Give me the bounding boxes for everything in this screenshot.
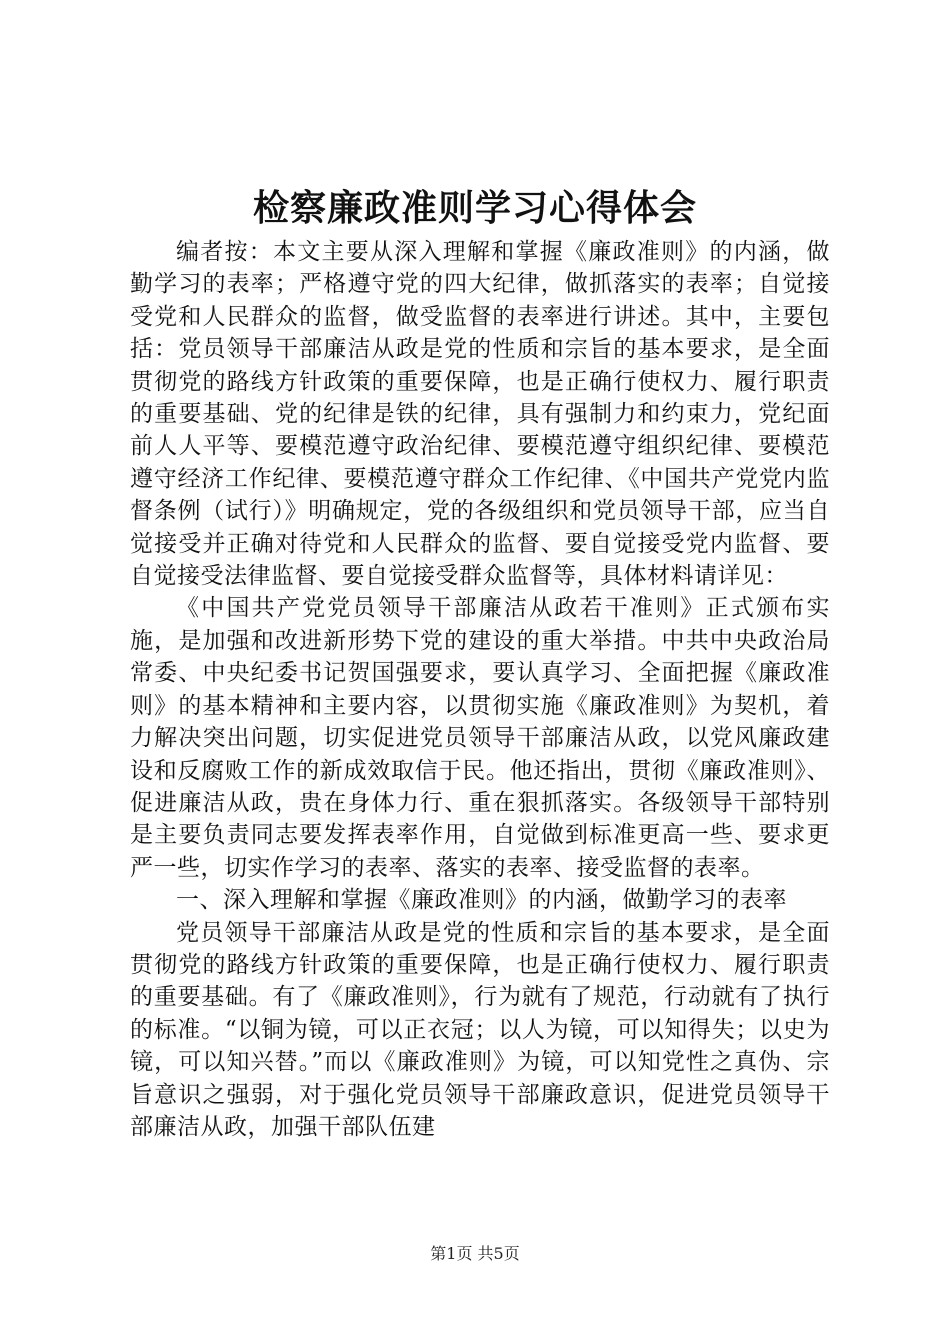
document-title: 检察廉政准则学习心得体会	[252, 187, 697, 229]
document-body	[130, 236, 830, 1143]
body-paragraph: 《中国共产党党员领导干部廉洁从政若干准则》正式颁布实施，是加强和改进新形势下党的建设的重大举措。中共中央政治局常委、中央纪委书记贺国强要求，要认真学习、全面把握《廉政准则》的基本精神和主要内容，以贯彻实施《廉政准则》为契机，着力解决突出问题，切实促进党员领导干部廉洁从政，以党风廉政建设和反腐败工作的新成效取信于民。他还指出，贯彻《廉政准则》、促进廉洁从政，贵在身体力行、重在狠抓落实。各级领导干部特别是主要负责同志要发挥表率作用，自觉做到标准更高一些、要求更严一些，切实作学习的表率、落实的表率、接受监督的表率。	[130, 595, 830, 881]
page-number-footer: 第1页 共5页	[430, 1244, 520, 1263]
editor-note-paragraph: 编者按：本文主要从深入理解和掌握《廉政准则》的内涵，做勤学习的表率；严格遵守党的四大纪律，做抓落实的表率；自觉接受党和人民群众的监督，做受监督的表率进行讲述。其中，主要包括：党员领导干部廉洁从政是党的性质和宗旨的基本要求，是全面贯彻党的路线方针政策的重要保障，也是正确行使权力、履行职责的重要基础、党的纪律是铁的纪律，具有强制力和约束力，党纪面前人人平等、要模范遵守政治纪律、要模范遵守组织纪律、要模范遵守经济工作纪律、要模范遵守群众工作纪律、《中国共产党党内监督条例（试行）》明确规定，党的各级组织和党员领导干部，应当自觉接受并正确对待党和人民群众的监督、要自觉接受党内监督、要自觉接受法律监督、要自觉接受群众监督等，具体材料请详见：	[130, 239, 830, 590]
body-paragraph: 党员领导干部廉洁从政是党的性质和宗旨的基本要求，是全面贯彻党的路线方针政策的重要保障，也是正确行使权力、履行职责的重要基础。有了《廉政准则》，行为就有了规范，行动就有了执行的标准。“以铜为镜，可以正衣冠；以人为镜，可以知得失；以史为镜，可以知兴替。”而以《廉政准则》为镜，可以知党性之真伪、宗旨意识之强弱，对于强化党员领导干部廉政意识，促进党员领导干部廉洁从政，加强干部队伍建	[130, 919, 830, 1140]
section-heading: 一、深入理解和掌握《廉政准则》的内涵，做勤学习的表率	[176, 887, 787, 914]
